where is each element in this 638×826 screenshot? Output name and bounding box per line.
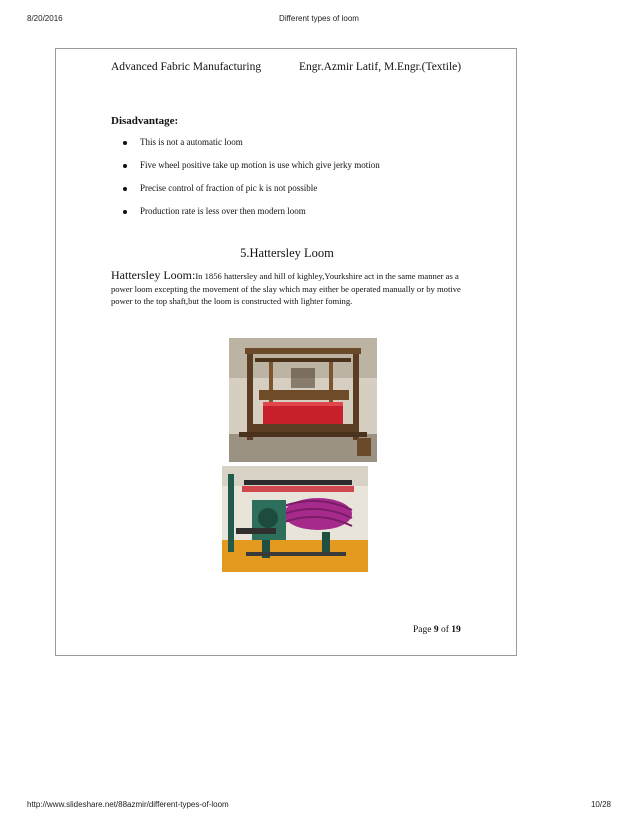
author-name: Engr.Azmir Latif, M.Engr.(Textile) [299,61,462,73]
source-url[interactable]: http://www.slideshare.net/88azmir/different-types-of-loom [27,800,229,809]
disadvantage-list [121,137,481,229]
bullet-icon [123,164,127,168]
hattersley-loom-photo-modern [222,466,368,572]
current-page: 9 [433,625,439,635]
document-page [55,48,517,656]
section-title: 5.Hattersley Loom [240,246,334,260]
browser-footer [0,800,638,814]
paragraph-text: In 1856 hattersley and hill of kighley,Yourkshire act in the same manner as a power loom excepting the movement of the slay which may either be operated manually or by motive power to the top shaft,but the loom is constructed with lighter foming. [111,271,461,306]
paragraph-lead: Hattersley Loom: [111,268,196,282]
bullet-icon [123,187,127,191]
hattersley-paragraph [111,269,463,308]
list-item: Production rate is less over then modern loom [121,206,481,229]
list-item: Precise control of fraction of pic k is not possible [121,183,481,206]
disadvantage-heading: Disadvantage: [111,115,179,127]
print-page-count: 10/28 [590,800,611,809]
browser-header [0,14,638,28]
modern-loom-image [222,466,368,572]
print-date: 8/20/2016 [27,14,63,23]
bullet-icon [123,210,127,214]
bullet-icon [123,141,127,145]
wooden-loom-image [229,338,377,462]
total-pages: 19 [451,625,461,635]
print-title: Different types of loom [279,14,359,23]
course-title: Advanced Fabric Manufacturing [111,61,262,73]
list-item: This is not a automatic loom [121,137,481,160]
list-item: Five wheel positive take up motion is use which give jerky motion [121,160,481,183]
hattersley-loom-photo-wooden [229,338,377,462]
page-number: Page 9 of 19 [413,625,461,635]
